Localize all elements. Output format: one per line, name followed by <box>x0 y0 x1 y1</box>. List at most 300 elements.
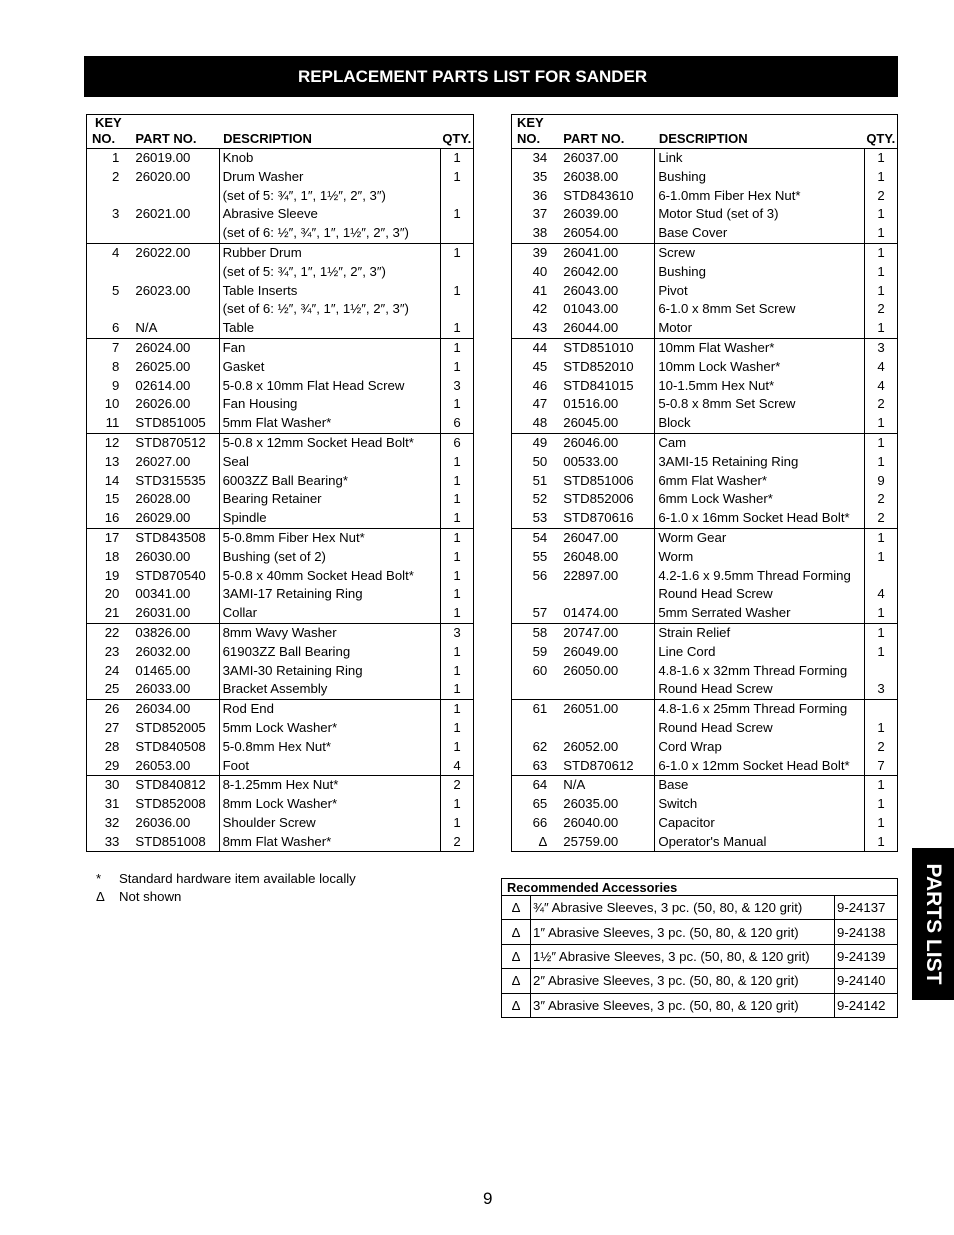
part-number: 03826.00 <box>127 623 219 642</box>
part-quantity: 2 <box>865 187 898 206</box>
part-description: (set of 5: ¾″, 1″, 1½″, 2″, 3″) <box>219 263 440 282</box>
part-description: Drum Washer <box>219 168 440 187</box>
part-header: PART NO. <box>135 131 197 146</box>
part-quantity: 7 <box>865 757 898 776</box>
part-number: 26050.00 <box>563 662 619 678</box>
key-number: 20 <box>104 586 120 602</box>
part-description: Bearing Retainer <box>219 490 440 509</box>
table-row <box>87 680 474 699</box>
key-number: 46 <box>532 377 548 393</box>
table-row <box>512 719 898 738</box>
table-row <box>87 319 474 338</box>
key-number <box>87 300 128 319</box>
part-number: 01465.00 <box>135 662 191 678</box>
footnotes <box>96 870 356 906</box>
part-number <box>555 585 655 604</box>
part-quantity: 2 <box>865 509 898 528</box>
key-number: 7 <box>87 338 128 357</box>
table-row <box>512 300 898 319</box>
accessory-row: Δ 1″ Abrasive Sleeves, 3 pc. (50, 80, & 120 grit) 9-24138 <box>502 920 898 944</box>
part-quantity: 1 <box>865 149 898 168</box>
part-number: 26047.00 <box>555 528 655 547</box>
part-number: 01474.00 <box>563 605 619 621</box>
part-quantity: 1 <box>441 604 474 623</box>
key-number <box>87 187 128 206</box>
part-description: 4.8-1.6 x 25mm Thread Forming <box>655 700 865 719</box>
key-number: 19 <box>104 567 120 583</box>
key-number: 21 <box>104 605 120 621</box>
table-row <box>87 585 474 604</box>
part-quantity <box>865 700 898 719</box>
part-quantity: 1 <box>441 282 474 301</box>
table-row <box>512 680 898 699</box>
table-row <box>87 243 474 262</box>
part-number: STD851005 <box>135 415 206 431</box>
part-number: 01043.00 <box>563 301 619 317</box>
part-number: 26045.00 <box>563 415 619 431</box>
key-number: 57 <box>532 605 548 621</box>
part-number: 26043.00 <box>563 282 619 298</box>
table-row <box>512 472 898 491</box>
key-number: 24 <box>104 662 120 678</box>
table-row <box>87 149 474 168</box>
page-number: 9 <box>483 1189 493 1208</box>
part-quantity: 9 <box>865 472 898 491</box>
part-quantity: 1 <box>441 814 474 833</box>
part-number <box>127 224 219 243</box>
table-row <box>87 472 474 491</box>
parts-table-right <box>511 114 898 852</box>
qty-header: QTY. <box>442 131 472 146</box>
part-description: Bracket Assembly <box>219 680 440 699</box>
key-number: 36 <box>532 187 548 203</box>
key-number: 30 <box>87 776 128 795</box>
part-description: 4.2-1.6 x 9.5mm Thread Forming <box>655 567 865 586</box>
key-number: 16 <box>104 510 120 526</box>
qty-header: QTY. <box>866 131 896 146</box>
part-description: Table <box>219 319 440 338</box>
key-number: 6 <box>112 320 120 336</box>
part-description: 3AMI-15 Retaining Ring <box>655 453 865 472</box>
part-description: 5mm Serrated Washer <box>655 604 865 623</box>
table-row <box>512 528 898 547</box>
part-quantity: 1 <box>441 548 474 567</box>
table-row <box>512 358 898 377</box>
part-quantity <box>865 567 898 586</box>
part-quantity: 3 <box>441 377 474 396</box>
part-description: 5-0.8 x 40mm Socket Head Bolt* <box>219 567 440 586</box>
table-row <box>87 358 474 377</box>
part-quantity: 1 <box>865 263 898 282</box>
key-header: NO. <box>517 131 541 146</box>
key-number: 60 <box>532 662 548 678</box>
table-row <box>87 433 474 452</box>
part-quantity: 2 <box>441 776 474 795</box>
part-number: STD852008 <box>135 796 206 812</box>
accessory-row: Δ ¾″ Abrasive Sleeves, 3 pc. (50, 80, & 120 grit) 9-24137 <box>502 896 898 920</box>
part-number: STD841015 <box>563 377 634 393</box>
part-number: 26044.00 <box>563 320 619 336</box>
key-number: 23 <box>104 643 120 659</box>
part-number: STD843610 <box>563 187 634 203</box>
table-row <box>87 168 474 187</box>
key-number: 50 <box>532 453 548 469</box>
part-quantity: 1 <box>865 224 898 243</box>
table-row <box>87 833 474 852</box>
key-header: KEY <box>95 115 122 130</box>
table-row <box>512 548 898 567</box>
part-quantity: 1 <box>865 604 898 623</box>
part-description: Cam <box>655 433 865 452</box>
part-number: 26040.00 <box>563 814 619 830</box>
accessory-row: Δ 3″ Abrasive Sleeves, 3 pc. (50, 80, & 120 grit) 9-24142 <box>502 993 898 1017</box>
part-description: Operator's Manual <box>655 833 865 852</box>
key-number: 37 <box>532 206 548 222</box>
part-number: STD851010 <box>555 338 655 357</box>
part-description: 6-1.0 x 8mm Set Screw <box>655 300 865 319</box>
part-quantity: 3 <box>865 338 898 357</box>
table-row <box>87 414 474 433</box>
part-description: 5-0.8 x 8mm Set Screw <box>655 395 865 414</box>
part-number: STD870612 <box>563 757 634 773</box>
table-row <box>87 776 474 795</box>
part-quantity: 4 <box>865 377 898 396</box>
part-quantity: 1 <box>441 472 474 491</box>
key-number: 48 <box>532 415 548 431</box>
table-row <box>512 453 898 472</box>
part-quantity: 1 <box>865 776 898 795</box>
part-quantity: 1 <box>441 680 474 699</box>
part-quantity: 3 <box>865 680 898 699</box>
table-row <box>87 224 474 243</box>
part-quantity: 1 <box>865 795 898 814</box>
part-number: 26030.00 <box>135 548 191 564</box>
table-row <box>87 187 474 206</box>
table-row <box>512 814 898 833</box>
side-tab-label: PARTS LIST <box>922 863 945 985</box>
table-row <box>512 776 898 795</box>
part-description: 3AMI-17 Retaining Ring <box>219 585 440 604</box>
part-quantity <box>441 224 474 243</box>
part-quantity: 1 <box>441 319 474 338</box>
accessory-row: Δ 2″ Abrasive Sleeves, 3 pc. (50, 80, & 120 grit) 9-24140 <box>502 969 898 993</box>
part-header: PART NO. <box>563 131 625 146</box>
accessory-row: Δ 1½″ Abrasive Sleeves, 3 pc. (50, 80, & 120 grit) 9-24139 <box>502 944 898 968</box>
key-number: 27 <box>104 719 120 735</box>
table-row <box>512 700 898 719</box>
part-description: 5-0.8 x 12mm Socket Head Bolt* <box>219 433 440 452</box>
part-number: 26033.00 <box>135 681 191 697</box>
part-number: 26037.00 <box>555 149 655 168</box>
part-description: 6-1.0 x 16mm Socket Head Bolt* <box>655 509 865 528</box>
part-number: STD843508 <box>127 528 219 547</box>
key-number: 62 <box>532 738 548 754</box>
part-description: Bushing (set of 2) <box>219 548 440 567</box>
part-description: Capacitor <box>655 814 865 833</box>
accessories-table <box>501 878 898 1018</box>
part-description: Strain Relief <box>655 623 865 642</box>
key-number <box>512 585 556 604</box>
side-tab <box>912 848 954 1000</box>
table-row <box>87 700 474 719</box>
part-number <box>555 680 655 699</box>
part-quantity: 1 <box>865 433 898 452</box>
key-number: 15 <box>104 491 120 507</box>
table-row <box>87 604 474 623</box>
key-number: Δ <box>538 833 548 849</box>
key-number: 2 <box>112 168 120 184</box>
part-description: 6mm Lock Washer* <box>655 490 865 509</box>
part-number: 26032.00 <box>135 643 191 659</box>
part-number: 25759.00 <box>563 833 619 849</box>
part-quantity: 1 <box>441 149 474 168</box>
part-description: Base <box>655 776 865 795</box>
table-row <box>87 738 474 757</box>
part-description: Spindle <box>219 509 440 528</box>
part-quantity: 1 <box>865 282 898 301</box>
part-description: 6-1.0 x 12mm Socket Head Bolt* <box>655 757 865 776</box>
part-number: 22897.00 <box>563 567 619 583</box>
part-number <box>127 187 219 206</box>
part-number: STD315535 <box>135 472 206 488</box>
part-description: Pivot <box>655 282 865 301</box>
key-number: 49 <box>512 433 556 452</box>
key-number: 13 <box>104 453 120 469</box>
part-description: Screw <box>655 243 865 262</box>
key-number: 38 <box>532 225 548 241</box>
key-number: 11 <box>105 415 120 431</box>
key-number: 52 <box>532 491 548 507</box>
table-row <box>512 319 898 338</box>
table-row <box>512 224 898 243</box>
key-number: 39 <box>512 243 556 262</box>
table-row <box>512 377 898 396</box>
part-quantity: 4 <box>441 757 474 776</box>
part-description: 8mm Lock Washer* <box>219 795 440 814</box>
part-quantity <box>441 263 474 282</box>
key-number: 8 <box>112 358 120 374</box>
table-row <box>512 604 898 623</box>
key-number: 10 <box>104 396 120 412</box>
key-number: 5 <box>112 282 120 298</box>
part-quantity: 1 <box>441 490 474 509</box>
key-number: 18 <box>104 548 120 564</box>
part-description: 61903ZZ Ball Bearing <box>219 643 440 662</box>
part-description: 5-0.8 x 10mm Flat Head Screw <box>219 377 440 396</box>
table-row <box>87 795 474 814</box>
key-number: 58 <box>512 623 556 642</box>
part-description: Shoulder Screw <box>219 814 440 833</box>
part-number: 26024.00 <box>127 338 219 357</box>
key-number: 66 <box>532 814 548 830</box>
table-row <box>87 263 474 282</box>
part-description: Bushing <box>655 168 865 187</box>
part-number: 26029.00 <box>135 510 191 526</box>
key-number: 42 <box>532 301 548 317</box>
part-quantity: 1 <box>865 643 898 662</box>
part-number <box>555 719 655 738</box>
part-number: 00341.00 <box>135 586 191 602</box>
part-quantity: 1 <box>865 719 898 738</box>
key-number: 40 <box>532 263 548 279</box>
part-quantity: 1 <box>865 453 898 472</box>
key-number: 12 <box>87 433 128 452</box>
part-description: Switch <box>655 795 865 814</box>
part-description: 8-1.25mm Hex Nut* <box>219 776 440 795</box>
part-quantity: 2 <box>865 490 898 509</box>
key-number: 17 <box>87 528 128 547</box>
part-number: STD851006 <box>563 472 634 488</box>
part-quantity: 1 <box>441 662 474 681</box>
part-number: STD852006 <box>563 491 634 507</box>
part-quantity: 4 <box>865 585 898 604</box>
part-description: (set of 5: ¾″, 1″, 1½″, 2″, 3″) <box>219 187 440 206</box>
part-number: 26038.00 <box>563 168 619 184</box>
table-row <box>512 795 898 814</box>
part-description: 6mm Flat Washer* <box>655 472 865 491</box>
key-number: 29 <box>104 757 120 773</box>
part-quantity: 1 <box>865 414 898 433</box>
key-number: 43 <box>532 320 548 336</box>
table-row <box>512 567 898 586</box>
part-quantity: 1 <box>441 738 474 757</box>
part-description: 8mm Flat Washer* <box>219 833 440 852</box>
table-row <box>87 719 474 738</box>
table-row <box>512 205 898 224</box>
part-description: 3AMI-30 Retaining Ring <box>219 662 440 681</box>
table-row <box>512 414 898 433</box>
part-number: STD852005 <box>135 719 206 735</box>
description-header: DESCRIPTION <box>658 131 748 146</box>
part-quantity <box>865 662 898 681</box>
part-quantity: 1 <box>441 509 474 528</box>
key-header: KEY <box>517 115 544 130</box>
key-number: 25 <box>104 681 120 697</box>
key-number: 22 <box>87 623 128 642</box>
part-number <box>127 263 219 282</box>
part-quantity: 1 <box>441 585 474 604</box>
table-row <box>87 490 474 509</box>
part-description: Line Cord <box>655 643 865 662</box>
part-description: 10-1.5mm Hex Nut* <box>655 377 865 396</box>
table-row <box>512 490 898 509</box>
part-quantity: 1 <box>441 795 474 814</box>
part-description: Knob <box>219 149 440 168</box>
part-number: STD840508 <box>135 738 206 754</box>
part-quantity: 1 <box>865 205 898 224</box>
part-description: Motor Stud (set of 3) <box>655 205 865 224</box>
part-quantity: 1 <box>441 453 474 472</box>
part-description: Cord Wrap <box>655 738 865 757</box>
part-quantity <box>441 300 474 319</box>
part-number: 01516.00 <box>563 396 619 412</box>
part-description: Seal <box>219 453 440 472</box>
part-number: 26034.00 <box>127 700 219 719</box>
part-description: Abrasive Sleeve <box>219 205 440 224</box>
part-number: 26054.00 <box>563 225 619 241</box>
part-number: 26049.00 <box>563 643 619 659</box>
part-quantity: 3 <box>441 623 474 642</box>
part-quantity: 1 <box>865 548 898 567</box>
part-number: 26025.00 <box>135 358 191 374</box>
part-description: Worm Gear <box>655 528 865 547</box>
part-number: 26020.00 <box>135 168 191 184</box>
table-row <box>87 528 474 547</box>
part-quantity: 1 <box>865 623 898 642</box>
part-description: (set of 6: ½″, ¾″, 1″, 1½″, 2″, 3″) <box>219 224 440 243</box>
part-description: 10mm Flat Washer* <box>655 338 865 357</box>
table-row <box>512 585 898 604</box>
table-row <box>87 282 474 301</box>
part-description: 5-0.8mm Hex Nut* <box>219 738 440 757</box>
part-quantity: 6 <box>441 414 474 433</box>
key-number: 1 <box>87 149 128 168</box>
part-description: Bushing <box>655 263 865 282</box>
table-row <box>87 453 474 472</box>
part-description: Round Head Screw <box>655 680 865 699</box>
table-row <box>512 509 898 528</box>
part-description: Rubber Drum <box>219 243 440 262</box>
part-description: Collar <box>219 604 440 623</box>
part-number: 26019.00 <box>127 149 219 168</box>
part-number: 26041.00 <box>555 243 655 262</box>
part-description: Fan <box>219 338 440 357</box>
part-description: Gasket <box>219 358 440 377</box>
part-number: STD851008 <box>135 833 206 849</box>
part-description: Round Head Screw <box>655 719 865 738</box>
table-row <box>512 338 898 357</box>
part-number: STD870512 <box>127 433 219 452</box>
part-quantity: 2 <box>865 300 898 319</box>
part-number: 26039.00 <box>563 206 619 222</box>
part-quantity: 2 <box>865 395 898 414</box>
key-number: 44 <box>512 338 556 357</box>
key-number <box>87 263 128 282</box>
part-quantity: 2 <box>441 833 474 852</box>
part-description: Fan Housing <box>219 395 440 414</box>
table-row <box>512 643 898 662</box>
part-quantity: 1 <box>865 243 898 262</box>
table-row <box>87 757 474 776</box>
table-row <box>512 757 898 776</box>
part-quantity: 6 <box>441 433 474 452</box>
table-row <box>87 814 474 833</box>
key-number: 28 <box>104 738 120 754</box>
table-row <box>87 338 474 357</box>
footnote: * Standard hardware item available locally <box>96 871 356 886</box>
part-description: 5-0.8mm Fiber Hex Nut* <box>219 528 440 547</box>
key-number: 32 <box>104 814 120 830</box>
part-number: 26022.00 <box>127 243 219 262</box>
part-number: 26023.00 <box>135 282 191 298</box>
key-number: 33 <box>104 833 120 849</box>
table-row <box>512 263 898 282</box>
key-header: NO. <box>92 131 116 146</box>
key-number: 56 <box>532 567 548 583</box>
accessories-title: Recommended Accessories <box>502 879 898 896</box>
part-number: N/A <box>555 776 655 795</box>
table-row <box>87 548 474 567</box>
part-number: 26021.00 <box>135 206 191 222</box>
part-quantity: 4 <box>865 358 898 377</box>
table-row <box>512 662 898 681</box>
part-number: 26052.00 <box>563 738 619 754</box>
part-number: 26048.00 <box>563 548 619 564</box>
description-header: DESCRIPTION <box>223 131 312 146</box>
part-quantity: 1 <box>865 168 898 187</box>
part-quantity: 1 <box>441 243 474 262</box>
key-number: 51 <box>532 472 548 488</box>
